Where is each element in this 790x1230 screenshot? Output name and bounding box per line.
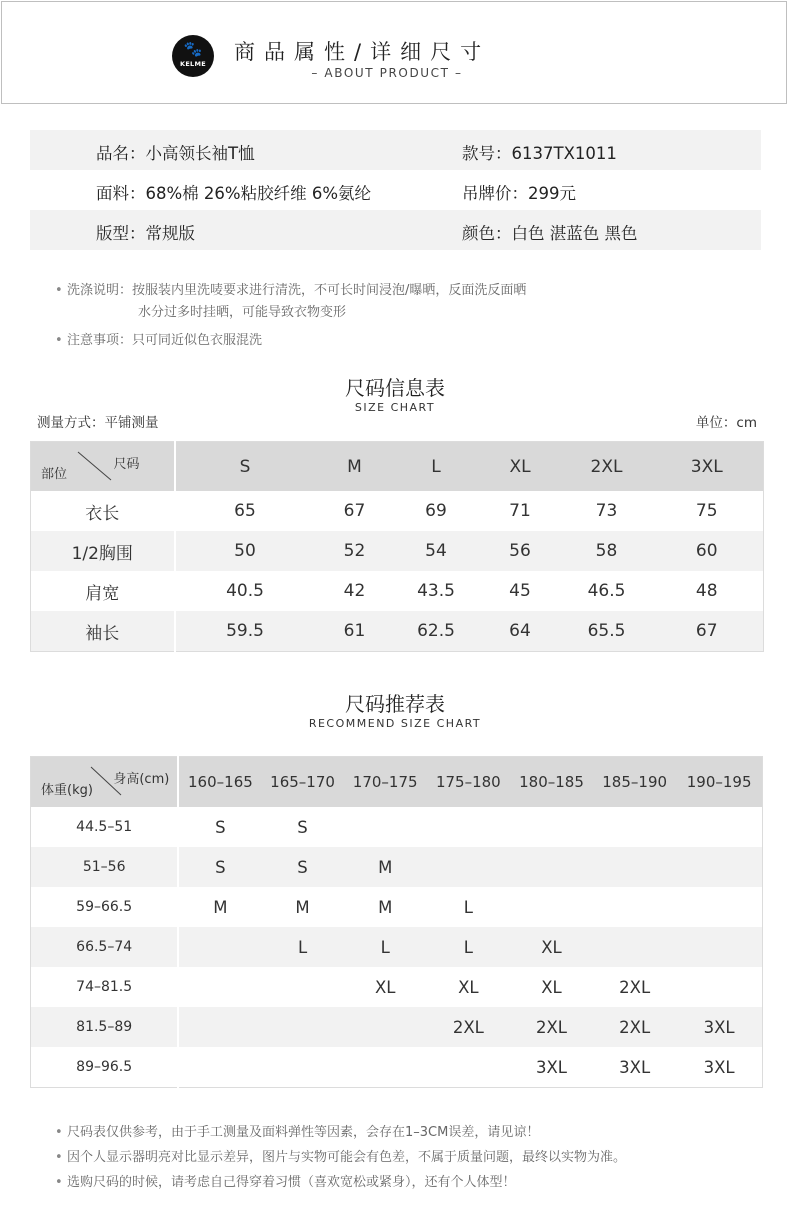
footer-note-text: 选购尺码的时候，请考虑自己得穿着习惯（喜欢宽松或紧身），还有个人体型！ <box>67 1175 516 1190</box>
measure-cell: 43.5 <box>417 581 455 601</box>
recommend-cell: S <box>215 817 226 837</box>
footer-note-text: 因个人显示器明亮对比显示差异，图片与实物可能会有色差，不属于质量问题，最终以实物为准。 <box>67 1150 627 1165</box>
size-chart-table <box>30 441 764 652</box>
weight-cell: 74–81.5 <box>31 967 179 1007</box>
size-header-cell: 3XL <box>651 442 764 492</box>
corner-height-label: 身高(cm) <box>113 772 170 787</box>
bullet-icon: • <box>55 1125 63 1140</box>
recommend-cell <box>344 1007 427 1047</box>
recommend-cell: M <box>213 897 228 917</box>
wash-note-cont: 水分过多时挂晒，可能导致衣物变形 <box>138 305 347 320</box>
measure-cell: 42 <box>343 581 366 601</box>
caution-label: 注意事项： <box>67 333 133 348</box>
measure-cell: 48 <box>695 581 718 601</box>
property-row <box>30 210 761 250</box>
wash-note <box>55 280 526 302</box>
recommend-cell: XL <box>458 977 479 997</box>
measure-cell: 46.5 <box>587 581 626 601</box>
bullet-icon: • <box>55 1175 63 1190</box>
footer-note <box>55 1120 626 1145</box>
recommend-cell: XL <box>541 977 562 997</box>
corner-weight-label: 体重(kg) <box>41 783 93 798</box>
recommend-cell <box>344 1047 427 1088</box>
property-fabric: 面料：68%棉 26%粘胶纤维 6%氨纶 <box>96 184 372 203</box>
measure-cell: 60 <box>651 531 764 571</box>
property-colors: 颜色：白色 湛蓝色 黑色 <box>462 224 638 243</box>
recommend-cell: 2XL <box>619 977 651 997</box>
measure-cell: 75 <box>695 501 718 521</box>
measure-cell: 64 <box>478 611 563 652</box>
weight-cell: 81.5–89 <box>31 1007 179 1047</box>
recommend-cell: M <box>378 897 393 917</box>
recommend-cell <box>676 847 762 887</box>
recommend-cell: XL <box>374 977 396 997</box>
recommend-cell: 3XL <box>703 1057 735 1077</box>
measure-cell: 73 <box>595 501 618 521</box>
recommend-chart-title: 尺码推荐表 <box>345 692 445 716</box>
measure-cell: 71 <box>509 501 531 521</box>
weight-cell: 89–96.5 <box>31 1047 179 1088</box>
measure-cell: 61 <box>315 611 395 652</box>
recommend-cell: 2XL <box>427 1007 510 1047</box>
measure-unit: 单位：cm <box>695 415 757 431</box>
measure-cell: 62.5 <box>395 611 478 652</box>
recommend-cell <box>593 847 676 887</box>
brand-logo-text: KELME <box>179 60 207 68</box>
measure-cell: 65.5 <box>563 611 651 652</box>
corner-part-label: 部位 <box>41 467 68 482</box>
recommend-cell <box>261 967 343 1007</box>
property-price: 吊牌价：299元 <box>462 184 576 203</box>
measure-cell: 69 <box>425 501 447 521</box>
recommend-cell <box>676 967 762 1007</box>
size-row <box>31 611 764 652</box>
part-cell: 1/2胸围 <box>31 531 175 571</box>
height-header-cell: 180–185 <box>510 757 593 808</box>
corner-size-label: 尺码 <box>113 457 140 472</box>
recommend-cell: 3XL <box>619 1057 651 1077</box>
recommend-cell <box>178 1007 261 1047</box>
page-title: 商品属性/详细尺寸 <box>234 40 491 64</box>
size-row <box>31 531 764 571</box>
measure-cell: 58 <box>563 531 651 571</box>
recommend-cell <box>261 1007 343 1047</box>
recommend-cell <box>593 927 676 967</box>
recommend-cell <box>510 847 593 887</box>
part-cell: 肩宽 <box>31 571 175 611</box>
recommend-row <box>31 927 763 967</box>
measure-cell: 59.5 <box>175 611 315 652</box>
caution-text: 只可同近似色衣服混洗 <box>132 333 263 348</box>
recommend-cell <box>593 887 676 927</box>
recommend-cell <box>261 1047 343 1088</box>
height-header-cell: 185–190 <box>593 757 676 808</box>
part-cell: 袖长 <box>31 611 175 652</box>
recommend-cell <box>510 887 593 927</box>
footer-note <box>55 1170 626 1195</box>
size-chart-subtitle: SIZE CHART <box>354 401 436 414</box>
property-style-no: 款号：6137TX1011 <box>462 144 617 163</box>
recommend-cell <box>178 967 261 1007</box>
height-header-cell: 165–170 <box>261 757 343 808</box>
care-notes <box>55 280 526 352</box>
recommend-row <box>31 1007 763 1047</box>
height-header-cell: 190–195 <box>676 757 762 808</box>
bullet-icon: • <box>55 1150 63 1165</box>
recommend-cell <box>676 807 762 847</box>
recommend-cell: 3XL <box>676 1007 762 1047</box>
page-subtitle: – ABOUT PRODUCT – <box>311 66 463 80</box>
recommend-cell: M <box>295 897 310 917</box>
footer-notes <box>55 1120 626 1195</box>
recommend-row <box>31 807 763 847</box>
recommend-cell <box>427 807 510 847</box>
recommend-cell: L <box>344 927 427 967</box>
recommend-chart-subtitle: RECOMMEND SIZE CHART <box>308 717 482 730</box>
recommend-cell: L <box>261 927 343 967</box>
size-row <box>31 491 764 531</box>
product-properties <box>30 130 761 250</box>
size-header-cell: XL <box>478 442 563 492</box>
recommend-cell: S <box>261 847 343 887</box>
recommend-cell <box>593 807 676 847</box>
wash-text: 按服装内里洗唛要求进行清洗，不可长时间浸泡/曝晒，反面洗反面晒 <box>132 283 527 298</box>
measure-cell: 52 <box>315 531 395 571</box>
header-box <box>1 1 787 104</box>
recommend-cell: S <box>178 847 261 887</box>
recommend-cell <box>178 1047 261 1088</box>
recommend-cell: 2XL <box>593 1007 676 1047</box>
measure-cell: 56 <box>478 531 563 571</box>
weight-cell: 51–56 <box>31 847 179 887</box>
recommend-row <box>31 887 763 927</box>
recommend-cell <box>676 887 762 927</box>
size-header-cell: S <box>175 442 315 492</box>
size-header-row <box>31 442 764 492</box>
measure-cell: 40.5 <box>226 581 264 601</box>
brand-logo <box>172 35 214 77</box>
recommend-cell <box>427 1047 510 1088</box>
property-name: 品名：小高领长袖T恤 <box>96 144 255 163</box>
size-header-cell: M <box>315 442 395 492</box>
height-header-cell: 160–165 <box>178 757 261 808</box>
weight-cell: 59–66.5 <box>31 887 179 927</box>
paw-icon: 🐾 <box>183 40 203 58</box>
weight-cell: 44.5–51 <box>31 807 179 847</box>
recommend-cell <box>178 927 261 967</box>
recommend-cell <box>344 807 427 847</box>
recommend-cell <box>676 927 762 967</box>
recommend-cell: 2XL <box>510 1007 593 1047</box>
size-chart-title: 尺码信息表 <box>345 376 445 400</box>
recommend-cell <box>510 807 593 847</box>
recommend-cell: L <box>463 897 473 917</box>
measure-cell: 45 <box>509 581 531 601</box>
footer-note-text: 尺码表仅供参考，由于手工测量及面料弹性等因素，会存在1–3CM误差，请见谅！ <box>67 1125 540 1140</box>
wash-label: 洗涤说明： <box>67 283 133 298</box>
height-header-cell: 175–180 <box>427 757 510 808</box>
measure-cell: 65 <box>234 501 256 521</box>
part-cell: 衣长 <box>31 491 175 531</box>
size-header-cell: 2XL <box>563 442 651 492</box>
recommend-corner-cell <box>31 757 179 808</box>
property-fit: 版型：常规版 <box>96 224 195 243</box>
recommend-cell <box>427 847 510 887</box>
recommend-cell: L <box>427 927 510 967</box>
weight-cell: 66.5–74 <box>31 927 179 967</box>
bullet-icon: • <box>55 283 63 298</box>
recommend-cell: M <box>344 847 427 887</box>
caution-note <box>55 330 526 352</box>
size-row <box>31 571 764 611</box>
size-corner-cell <box>31 442 175 492</box>
measure-cell: 50 <box>175 531 315 571</box>
recommend-row <box>31 1047 763 1088</box>
recommend-header-row <box>31 757 763 808</box>
height-header-cell: 170–175 <box>344 757 427 808</box>
size-header-cell: L <box>395 442 478 492</box>
recommend-cell: 3XL <box>536 1057 567 1077</box>
recommend-cell: S <box>297 817 308 837</box>
recommend-row <box>31 847 763 887</box>
recommend-row <box>31 967 763 1007</box>
footer-note <box>55 1145 626 1170</box>
recommend-chart-table <box>30 756 763 1088</box>
bullet-icon: • <box>55 333 63 348</box>
measure-cell: 67 <box>343 501 366 521</box>
measure-cell: 54 <box>395 531 478 571</box>
measure-cell: 67 <box>651 611 764 652</box>
property-row <box>30 170 761 210</box>
property-row <box>30 130 761 170</box>
measure-method: 测量方式：平铺测量 <box>37 415 159 431</box>
recommend-cell: XL <box>510 927 593 967</box>
